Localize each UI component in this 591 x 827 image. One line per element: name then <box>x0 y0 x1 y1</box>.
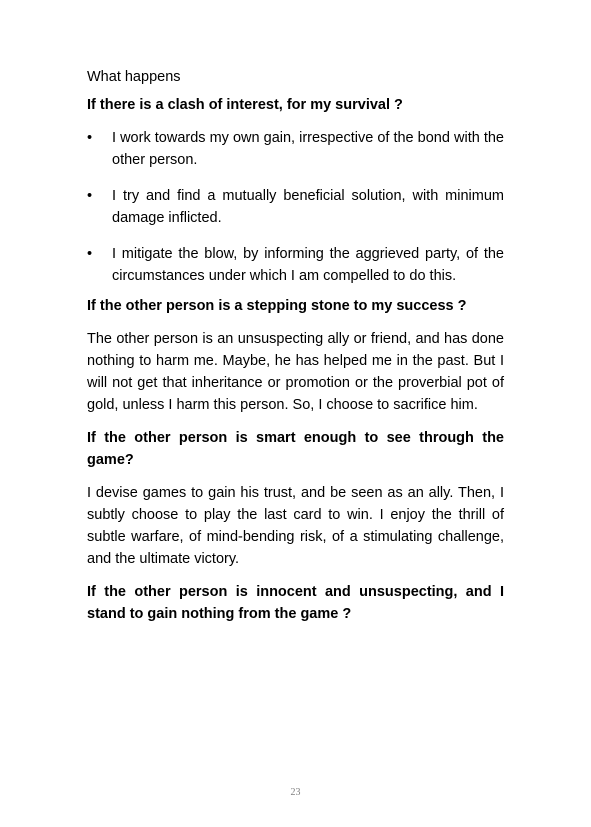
question-heading: If the other person is a stepping stone to my success ? <box>87 298 467 314</box>
bullet-item <box>87 185 504 229</box>
answer-paragraph: I devise games to gain his trust, and be seen as an ally. Then, I subtly choose to play the last card to win. I enjoy the thrill of subtle warfare, of mind-bending risk, of a stimulating challenge, and the ultimate victory. <box>87 485 504 567</box>
bullet-icon: • <box>87 130 93 146</box>
bullet-text: I try and find a mutually beneficial solution, with minimum damage inflicted. <box>112 188 504 226</box>
question-heading: If there is a clash of interest, for my survival ? <box>87 97 403 113</box>
bullet-text: I work towards my own gain, irrespective of the bond with the other person. <box>112 130 504 168</box>
question-heading: If the other person is smart enough to see through the game? <box>87 430 504 468</box>
bullet-list <box>87 127 504 287</box>
bullet-item <box>87 127 504 171</box>
bullet-icon: • <box>87 246 93 262</box>
bullet-item <box>87 243 504 287</box>
intro-text: What happens <box>87 69 181 85</box>
document-body <box>87 66 504 636</box>
bullet-text: I mitigate the blow, by informing the aggrieved party, of the circumstances under which I am compelled to do this. <box>112 246 504 284</box>
bullet-icon: • <box>87 188 93 204</box>
answer-paragraph: The other person is an unsuspecting ally or friend, and has done nothing to harm me. Maybe, he has helped me in the past. But I will not get that inheritance or promotion or the proverbial pot of gold, unless I harm this person. So, I choose to sacrifice him. <box>87 331 504 413</box>
question-heading: If the other person is innocent and unsuspecting, and I stand to gain nothing from the game ? <box>87 584 504 622</box>
page-number: 23 <box>290 787 301 798</box>
